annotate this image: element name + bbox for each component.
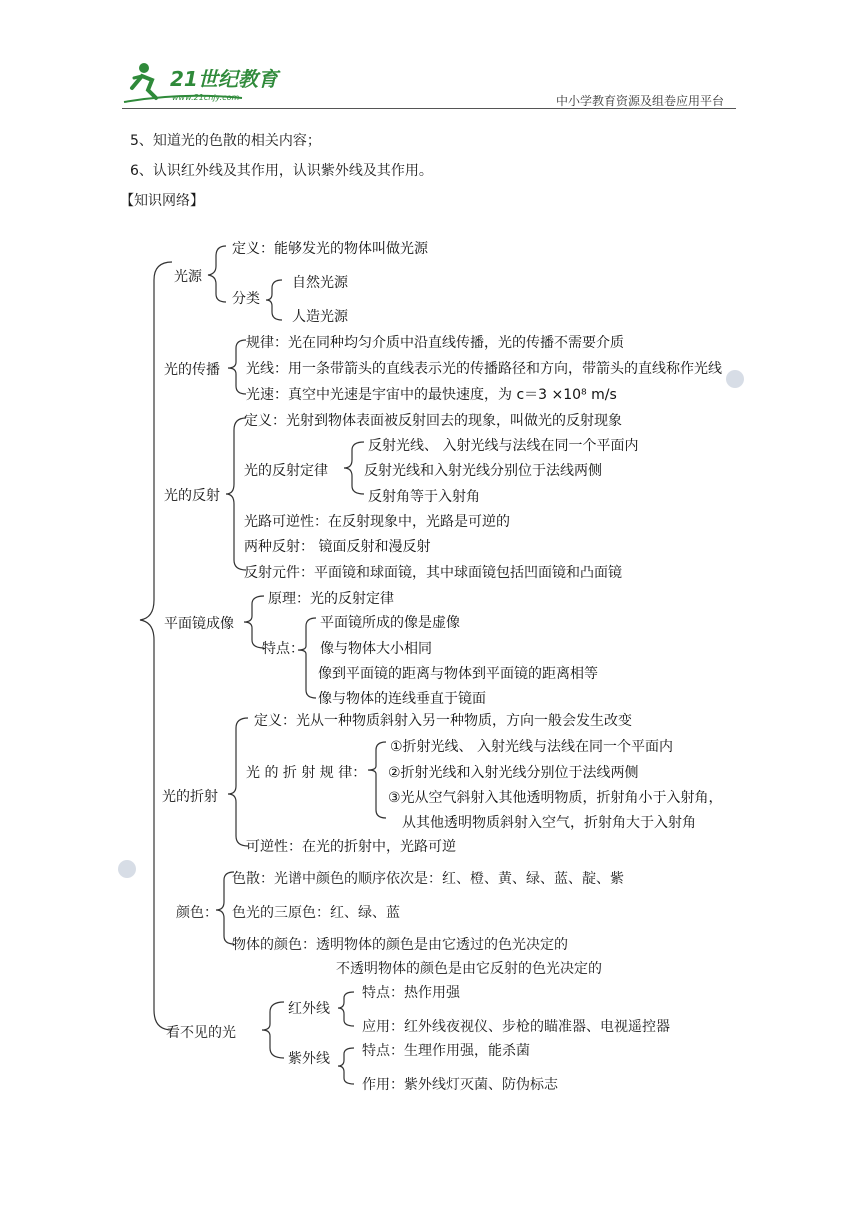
reflection-law-1: 反射光线、 入射光线与法线在同一个平面内 bbox=[368, 438, 639, 454]
light-source-definition: 定义：能够发光的物体叫做光源 bbox=[232, 241, 428, 257]
node-refraction: 光的折射 bbox=[162, 789, 218, 805]
refraction-law-label: 光 的 折 射 规 律： bbox=[246, 765, 367, 781]
ultraviolet-feature: 特点：生理作用强，能杀菌 bbox=[362, 1043, 530, 1059]
refraction-law-2: ②折射光线和入射光线分别位于法线两侧 bbox=[388, 765, 639, 781]
plane-mirror-feature-3: 像到平面镜的距离与物体到平面镜的距离相等 bbox=[318, 666, 598, 682]
color-dispersion: 色散：光谱中颜色的顺序依次是：红、橙、黄、绿、蓝、靛、紫 bbox=[232, 871, 624, 887]
node-light-source: 光源 bbox=[174, 269, 202, 285]
reflection-definition: 定义：光射到物体表面被反射回去的现象，叫做光的反射现象 bbox=[244, 413, 622, 429]
plane-mirror-feature-1: 平面镜所成的像是虚像 bbox=[320, 615, 460, 631]
node-invisible-light: 看不见的光 bbox=[166, 1025, 236, 1041]
refraction-law-1: ①折射光线、 入射光线与法线在同一个平面内 bbox=[390, 739, 673, 755]
refraction-law-4: 从其他透明物质斜射入空气，折射角大于入射角 bbox=[402, 815, 696, 831]
reflection-two-types: 两种反射： 镜面反射和漫反射 bbox=[244, 539, 431, 555]
plane-mirror-feature-label: 特点： bbox=[262, 641, 304, 657]
refraction-definition: 定义：光从一种物质斜射入另一种物质，方向一般会发生改变 bbox=[254, 713, 632, 729]
refraction-reversible: 可逆性：在光的折射中，光路可逆 bbox=[246, 839, 456, 855]
node-plane-mirror: 平面镜成像 bbox=[164, 616, 234, 632]
section-heading: 【知识网络】 bbox=[120, 193, 204, 209]
light-source-class-label: 分类 bbox=[232, 291, 260, 307]
watermark-mark bbox=[118, 860, 136, 878]
propagation-rule: 规律：光在同种均匀介质中沿直线传播，光的传播不需要介质 bbox=[246, 335, 624, 351]
color-transparent: 物体的颜色：透明物体的颜色是由它透过的色光决定的 bbox=[232, 937, 568, 953]
reflection-law-3: 反射角等于入射角 bbox=[368, 489, 480, 505]
reflection-elements: 反射元件：平面镜和球面镜，其中球面镜包括凹面镜和凸面镜 bbox=[244, 565, 622, 581]
intro-line-6: 6、认识红外线及其作用，认识紫外线及其作用。 bbox=[130, 163, 433, 179]
reflection-reversible: 光路可逆性：在反射现象中，光路是可逆的 bbox=[244, 514, 510, 530]
ultraviolet-usage: 作用：紫外线灯灭菌、防伪标志 bbox=[362, 1077, 558, 1093]
propagation-speed: 光速：真空中光速是宇宙中的最快速度，为 c＝3 ×10⁸ m/s bbox=[246, 387, 617, 403]
platform-name: 中小学教育资源及组卷应用平台 bbox=[556, 94, 725, 108]
plane-mirror-principle: 原理：光的反射定律 bbox=[268, 591, 394, 607]
light-source-type-natural: 自然光源 bbox=[292, 275, 348, 291]
ultraviolet-label: 紫外线 bbox=[288, 1051, 330, 1067]
reflection-law-label: 光的反射定律 bbox=[244, 463, 328, 479]
intro-line-5: 5、知道光的色散的相关内容； bbox=[130, 133, 321, 149]
plane-mirror-feature-4: 像与物体的连线垂直于镜面 bbox=[318, 691, 486, 707]
infrared-application: 应用：红外线夜视仪、步枪的瞄准器、电视遥控器 bbox=[362, 1019, 670, 1035]
watermark-mark bbox=[726, 370, 744, 388]
reflection-law-2: 反射光线和入射光线分别位于法线两侧 bbox=[364, 463, 602, 479]
infrared-feature: 特点：热作用强 bbox=[362, 985, 460, 1001]
color-primaries: 色光的三原色：红、绿、蓝 bbox=[232, 905, 400, 921]
plane-mirror-feature-2: 像与物体大小相同 bbox=[320, 641, 432, 657]
node-reflection: 光的反射 bbox=[164, 488, 220, 504]
logo-url: www.21cnjy.com bbox=[172, 93, 240, 102]
propagation-ray: 光线：用一条带箭头的直线表示光的传播路径和方向，带箭头的直线称作光线 bbox=[246, 361, 722, 377]
node-propagation: 光的传播 bbox=[164, 362, 220, 378]
node-color: 颜色： bbox=[176, 905, 218, 921]
infrared-label: 红外线 bbox=[288, 1001, 330, 1017]
refraction-law-3: ③光从空气斜射入其他透明物质，折射角小于入射角， bbox=[388, 790, 723, 806]
color-opaque: 不透明物体的颜色是由它反射的色光决定的 bbox=[336, 961, 602, 977]
logo-text: 21世纪教育 bbox=[170, 67, 278, 91]
light-source-type-artificial: 人造光源 bbox=[292, 309, 348, 325]
